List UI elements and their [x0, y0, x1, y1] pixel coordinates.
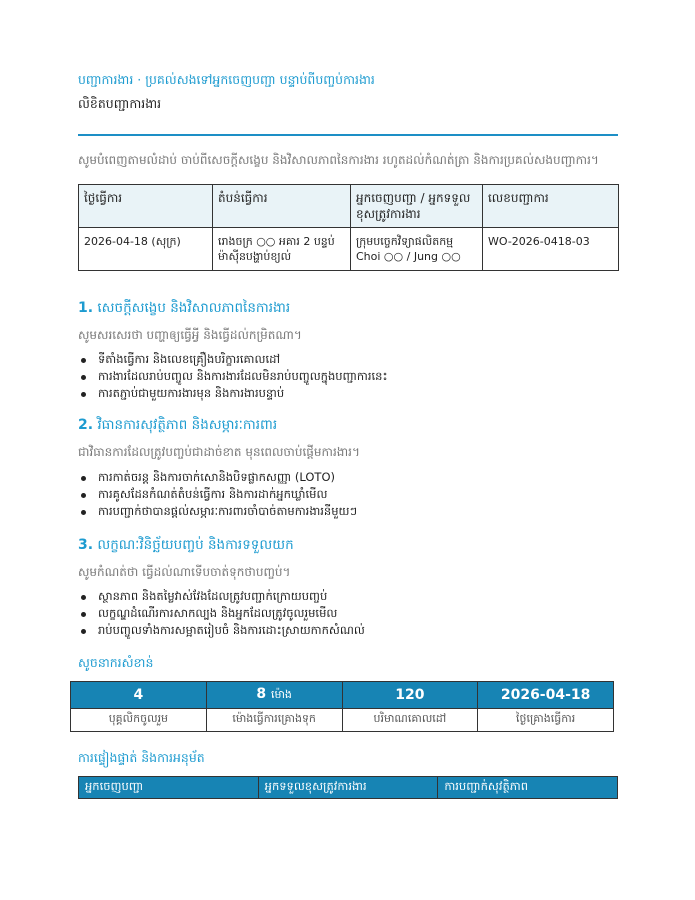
signoff-header-row	[79, 777, 618, 799]
document-title: លិខិតបញ្ជាការងារ	[78, 96, 162, 111]
indicator-label-hours: ម៉ោងធ្វើការគ្រោងទុក	[206, 709, 342, 732]
section-list-completion	[78, 588, 365, 639]
indicator-label-target: បរិមាណគោលដៅ	[342, 709, 478, 732]
title-divider	[78, 134, 618, 136]
indicator-label-staff: បុគ្គលិកចូលរួម	[71, 709, 207, 732]
list-item: ស្ថានភាព និងតម្លៃវាស់វែងដែលត្រូវបញ្ជាក់ក្រោយបញ្ចប់	[78, 588, 365, 605]
indicator-value-hours: 8 ម៉ោង	[206, 682, 342, 709]
indicator-value-staff: 4	[71, 682, 207, 709]
cell-work-area: រោងចក្រ ○○ អគារ 2 បន្ទប់ម៉ាស៊ីនបង្ហាប់ខ្យល់	[213, 228, 351, 271]
indicator-values-row	[71, 682, 614, 709]
section-desc-safety: ជាវិធានការដែលត្រូវបញ្ចប់ជាដាច់ខាត មុនពេលចាប់ផ្តើមការងារ។	[78, 445, 360, 459]
key-indicators-table	[70, 681, 614, 732]
list-item: ការបញ្ជាក់ថាបានផ្តល់សម្ភារៈការពារចាំបាច់តាមការងារនីមួយៗ	[78, 503, 357, 520]
section-desc-completion: សូមកំណត់ថា ធ្វើដល់ណាទើបចាត់ទុកថាបញ្ចប់។	[78, 565, 291, 579]
list-item: លក្ខណ្ឌដំណើរការសាកល្បង និងអ្នកដែលត្រូវចូលរួមមើល	[78, 605, 365, 622]
summary-title: សូចនាករសំខាន់	[78, 655, 154, 670]
cell-work-date: 2026-04-18 (សុក្រ)	[79, 228, 213, 271]
section-desc-scope: សូមសរសេរថា បញ្ហាឲ្យធ្វើអ្វី និងធ្វើដល់កម្រិតណា។	[78, 328, 302, 342]
header-work-area: តំបន់ធ្វើការ	[213, 185, 351, 228]
cell-issuer-responsible: ក្រុមបច្ចេកវិទ្យាផលិតកម្ម Choi ○○ / Jung ○○	[351, 228, 483, 271]
signoff-safety-check: ការបញ្ជាក់សុវត្ថិភាព	[438, 777, 618, 799]
indicator-value-date: 2026-04-18	[478, 682, 614, 709]
document-intro: សូមបំពេញតាមលំដាប់ ចាប់ពីសេចក្តីសង្ខេប និងវិសាលភាពនៃការងារ រហូតដល់កំណត់ត្រា និងការប្រគល់សងបញ្ជាការ។	[78, 153, 599, 167]
header-work-date: ថ្ងៃធ្វើការ	[79, 185, 213, 228]
table-header-row	[79, 185, 619, 228]
document-kicker: បញ្ជាការងារ · ប្រគល់សងទៅអ្នកចេញបញ្ជា បន្ទាប់ពីបញ្ចប់ការងារ	[78, 72, 375, 87]
signoff-title: ការផ្ទៀងផ្ទាត់ និងការអនុម័ត	[78, 750, 205, 765]
list-item: រាប់បញ្ចូលទាំងការសម្អាតរៀបចំ និងការដោះស្រាយកាកសំណល់	[78, 622, 365, 639]
indicator-label-date: ថ្ងៃគ្រោងធ្វើការ	[478, 709, 614, 732]
cell-order-number: WO-2026-0418-03	[483, 228, 619, 271]
list-item: ទីតាំងធ្វើការ និងលេខគ្រឿងបរិក្ខារគោលដៅ	[78, 351, 388, 368]
signoff-issuer: អ្នកចេញបញ្ជា	[79, 777, 259, 799]
list-item: ការគូសដែនកំណត់តំបន់ធ្វើការ និងការដាក់អ្នកឃ្លាំមើល	[78, 486, 357, 503]
signoff-responsible: អ្នកទទួលខុសត្រូវការងារ	[258, 777, 438, 799]
work-info-table	[78, 184, 619, 271]
signoff-table	[78, 776, 618, 799]
header-issuer-responsible: អ្នកចេញបញ្ជា / អ្នកទទួលខុសត្រូវការងារ	[351, 185, 483, 228]
section-list-safety	[78, 469, 357, 520]
indicator-value-target: 120	[342, 682, 478, 709]
section-title-completion: 3. លក្ខណៈវិនិច្ឆ័យបញ្ចប់ និងការទទួលយក	[78, 537, 294, 553]
section-title-scope: 1. សេចក្តីសង្ខេប និងវិសាលភាពនៃការងារ	[78, 300, 291, 316]
list-item: ការតភ្ជាប់ជាមួយការងារមុន និងការងារបន្ទាប់	[78, 385, 388, 402]
table-row	[79, 228, 619, 271]
section-title-safety: 2. វិធានការសុវត្ថិភាព និងសម្ភារៈការពារ	[78, 417, 278, 433]
header-order-number: លេខបញ្ជាការ	[483, 185, 619, 228]
indicator-labels-row	[71, 709, 614, 732]
list-item: ការងារដែលរាប់បញ្ចូល និងការងារដែលមិនរាប់បញ្ចូលក្នុងបញ្ជាការនេះ	[78, 368, 388, 385]
list-item: ការកាត់ចរន្ត និងការចាក់សោនិងបិទផ្លាកសញ្ញា (LOTO)	[78, 469, 357, 486]
section-list-scope	[78, 351, 388, 402]
